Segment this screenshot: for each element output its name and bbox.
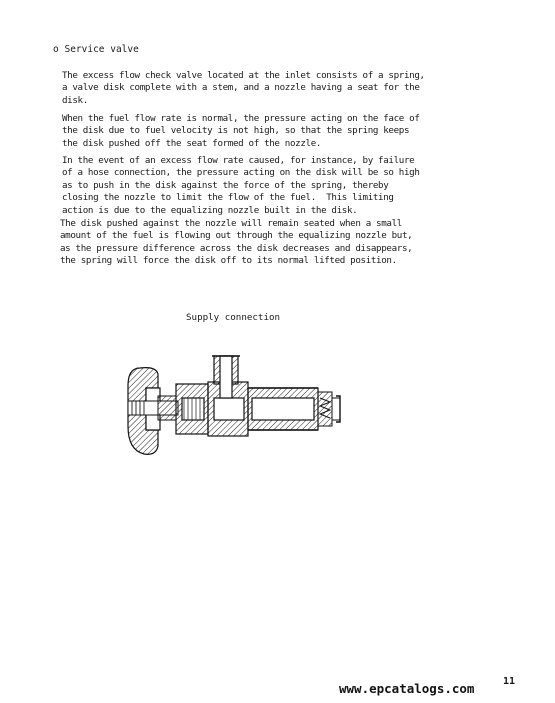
text-line: When the fuel flow rate is normal, the pressure acting on the face of [62, 113, 420, 124]
text-line: a valve disk complete with a stem, and a nozzle having a seat for the [62, 82, 420, 94]
section-heading [53, 44, 139, 55]
heading-title: Service valve [64, 44, 139, 55]
valve-body [208, 356, 248, 436]
text-line: as to push in the disk against the force of the spring, thereby [62, 179, 389, 191]
paragraph-4 [60, 218, 500, 268]
text-line: action is due to the equalizing nozzle built in the disk. [62, 204, 358, 216]
paragraph-1 [62, 70, 502, 107]
text-line: the disk due to fuel velocity is not high, so that the spring keeps [62, 125, 410, 137]
paragraph-3 [62, 155, 502, 217]
heading-bullet: o [53, 44, 59, 55]
text-line: The disk pushed against the nozzle will remain seated when a small [60, 218, 402, 229]
figure-caption: Supply connection [186, 312, 281, 323]
page-number: 11 [503, 676, 516, 687]
watermark: www.epcatalogs.com [339, 681, 475, 696]
text-line: the spring will force the disk off to its normal lifted position. [60, 255, 397, 267]
text-line: disk. [62, 94, 88, 106]
text-line: In the event of an excess flow rate caused, for instance, by failure [62, 155, 415, 166]
outlet-fitting [248, 388, 318, 430]
paragraph-2 [62, 113, 502, 150]
supply-connection-diagram [122, 338, 352, 468]
text-line: The excess flow check valve located at the inlet consists of a spring, [62, 70, 425, 81]
text-line: amount of the fuel is flowing out through the equalizing nozzle but, [60, 230, 413, 242]
bonnet-nut [176, 384, 208, 434]
text-line: closing the nozzle to limit the flow of the fuel. This limiting [62, 192, 394, 204]
check-disk-spring [318, 392, 340, 426]
text-line: of a hose connection, the pressure acting on the disk will be so high [62, 167, 420, 179]
text-line: the disk pushed off the seat formed of the nozzle. [62, 137, 322, 149]
text-line: as the pressure difference across the disk decreases and disappears, [60, 242, 413, 254]
